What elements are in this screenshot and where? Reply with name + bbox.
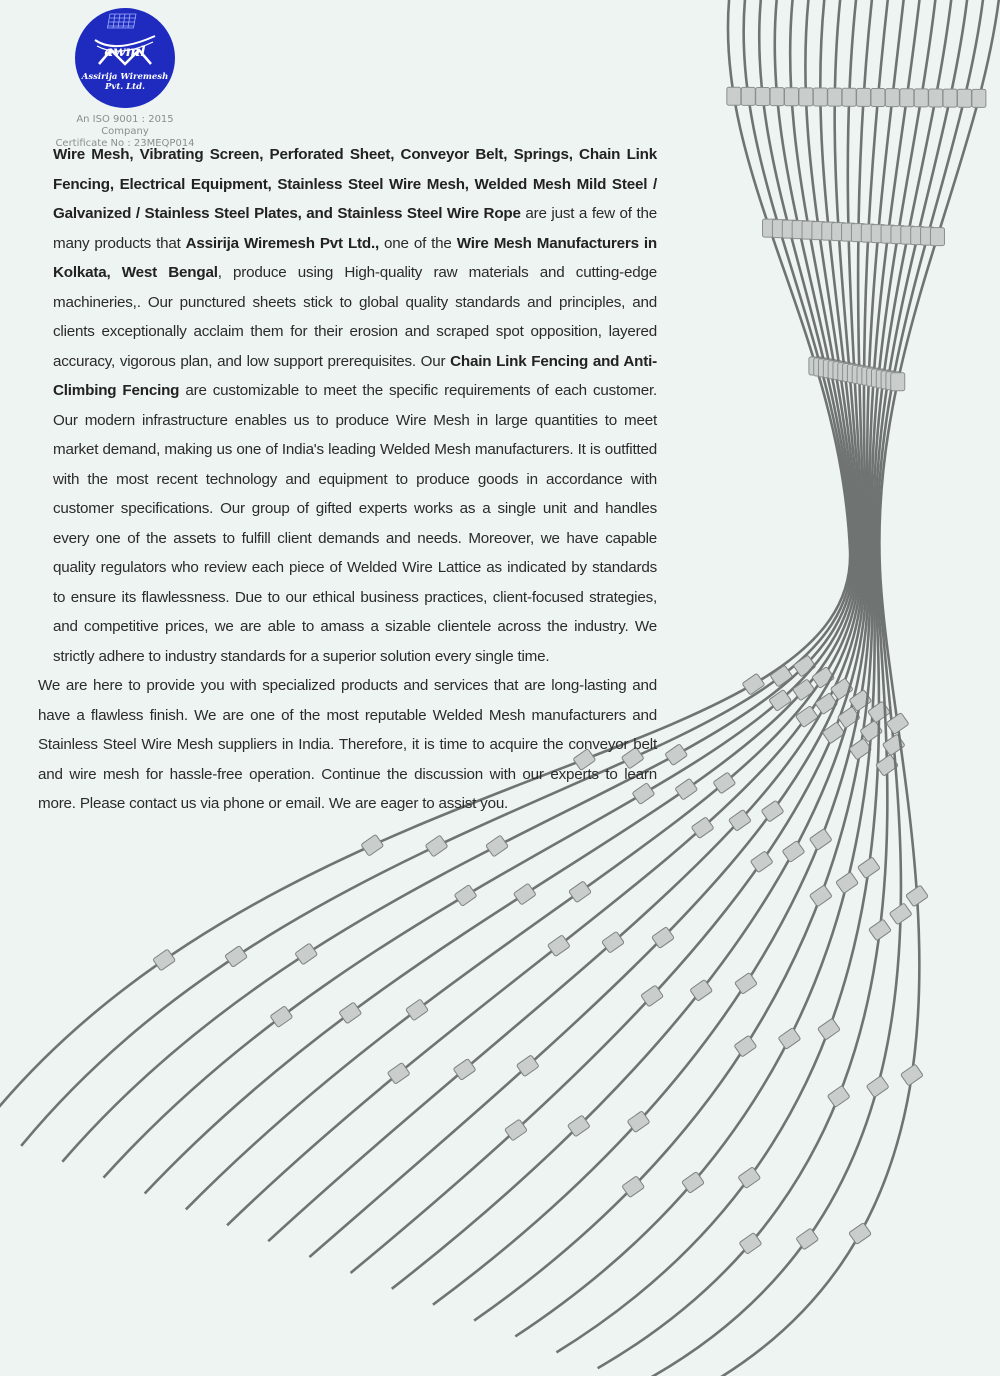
wire-ferrule	[756, 87, 770, 105]
paragraph-services: We are here to provide you with specialized products and services that are long-lasting and have a flawless finish. We are one of the most reputable Welded Mesh manufacturers and Stainless Steel Wire Mesh suppliers in India. Therefore, it is time to acquire the conveyor belt and wire mesh for hassle-free operation. Continue the discussion with our experts to learn more. Please contact us via phone or email. We are eager to assist you.	[38, 677, 657, 812]
wire-ferrule	[957, 89, 971, 107]
wire-ferrule	[930, 228, 944, 246]
logo-company-name	[75, 72, 175, 92]
wire-ferrule	[741, 87, 755, 105]
wire-ferrule	[849, 1223, 872, 1245]
wire-ferrule	[818, 1018, 841, 1040]
wire-ferrule	[738, 1167, 761, 1189]
wire-ferrule	[665, 744, 688, 766]
wire-ferrule	[734, 1035, 757, 1057]
logo-mark: awml	[104, 44, 146, 60]
wire-ferrule	[361, 834, 384, 856]
wire-ferrule	[513, 883, 536, 905]
wire-ferrule	[891, 373, 905, 391]
wire-ferrule	[761, 800, 784, 822]
wire-ferrule	[836, 872, 859, 894]
wire-ferrule	[813, 88, 827, 106]
wire-ferrule	[727, 87, 741, 105]
text-span: are just a few of the many products that	[53, 205, 657, 252]
wire-ferrule	[857, 88, 871, 106]
wire-ferrule	[827, 1085, 850, 1107]
wire-ferrule	[889, 903, 912, 925]
manufacturer-location: Wire Mesh Manufacturers in Kolkata, West Bengal	[53, 234, 657, 281]
wire-ferrule	[750, 851, 773, 873]
wire-ferrule	[425, 835, 448, 857]
wire-ferrule	[225, 946, 248, 968]
wire-ferrule	[799, 88, 813, 106]
wire-ferrule	[906, 885, 929, 907]
fencing-products: Chain Link Fencing and Anti-Climbing Fencing	[53, 352, 657, 399]
paragraph-intro	[38, 140, 657, 671]
wire-ferrule	[886, 713, 909, 735]
about-text	[38, 140, 657, 819]
text-span: one of the	[379, 234, 457, 252]
wire-ferrule	[778, 1028, 801, 1050]
text-span: , produce using High-quality raw materials and cutting-edge machineries,. Our punctured sheets stick to global quality standards and principles, and clients exceptionally acclaim them for their erosion and scraped spot opposition, layered accuracy, vigorous plan, and low support prerequisites. Our	[53, 264, 657, 370]
wire-ferrule	[943, 89, 957, 107]
wire-ferrule	[871, 88, 885, 106]
wire-ferrule	[914, 89, 928, 107]
company-logo	[52, 8, 198, 150]
wire-ferrule	[929, 89, 943, 107]
wire-ferrule	[900, 89, 914, 107]
wire-ferrule	[869, 919, 892, 941]
wire-ferrule	[809, 829, 832, 851]
wire-ferrule	[339, 1002, 362, 1024]
text-span: are customizable to meet the specific requirements of each customer. Our modern infrastructure enables us to produce Wire Mesh in large quantities to meet market demand, making us one of India's leading Welded Mesh manufacturers. It is outfitted with the most recent technology and equipment to produce goods in accordance with customer specifications. Our group of gifted experts works as a single unit and handles every one of the assets to fulfill client demands and needs. Moreover, we have capable quality regulators who review each piece of Welded Wire Lattice as indicated by standards to ensure its flawlessness. Due to our ethical business practices, client-focused strategies, and competitive prices, we are able to amass a sizable clientele across the industry. We strictly adhere to industry standards for a superior solution every single time.	[53, 382, 657, 665]
wire-ferrule	[770, 88, 784, 106]
wire-ferrule	[782, 841, 805, 863]
wire-ferrule	[784, 88, 798, 106]
wire-ferrule	[569, 881, 592, 903]
iso-certification: An ISO 9001 : 2015 Company	[76, 114, 174, 137]
wire-ferrule	[454, 885, 477, 907]
products-list: Wire Mesh, Vibrating Screen, Perforated Sheet, Conveyor Belt, Springs, Chain Link Fencing, Electrical Equipment, Stainless Steel Wire Mesh, Welded Mesh Mild Steel / Galvanized / Stainless Steel Plates, and Stainless Steel Wire Rope	[53, 146, 657, 222]
wire-ferrule	[735, 972, 758, 994]
wire-ferrule	[690, 979, 713, 1001]
wire-ferrule	[972, 89, 986, 107]
logo-company-line1: Assirija Wiremesh	[81, 72, 169, 82]
logo-emblem	[75, 8, 175, 108]
wire-ferrule	[486, 835, 509, 857]
wire-ferrule	[866, 1076, 889, 1098]
wire-ferrule	[809, 885, 832, 907]
wire-ferrule	[857, 857, 880, 879]
wire-ferrule	[153, 949, 176, 971]
wire-ferrule	[796, 1228, 819, 1250]
wire-ferrule	[742, 673, 765, 695]
certificate-number: Certificate No : 23MEQP014	[55, 138, 195, 149]
company-name: Assirija Wiremesh Pvt Ltd.,	[185, 234, 379, 252]
wire-ferrule	[815, 693, 838, 715]
logo-company-line2: Pvt. Ltd.	[105, 82, 145, 92]
wire-ferrule	[675, 778, 698, 800]
wire-ferrule	[885, 89, 899, 107]
wire-ferrule	[900, 1064, 923, 1086]
wire-ferrule	[842, 88, 856, 106]
wire-ferrule	[295, 943, 318, 965]
wire-ferrule	[828, 88, 842, 106]
